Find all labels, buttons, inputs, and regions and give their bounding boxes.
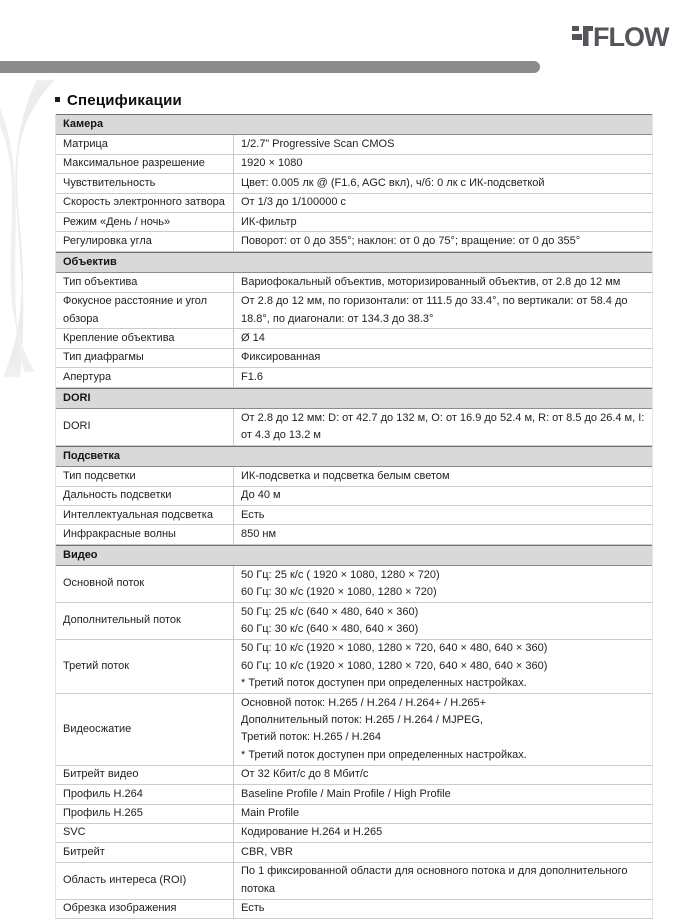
spec-row <box>56 603 652 640</box>
spec-label-text: Регулировка угла <box>63 234 152 247</box>
spec-value-line: * Третий поток доступен при определенных настройках. <box>241 677 527 690</box>
spec-label-text: Битрейт <box>63 845 105 858</box>
spec-label-text: Дальность подсветки <box>63 489 172 502</box>
swirl-line <box>0 102 30 372</box>
section-header: Видео <box>56 545 652 566</box>
spec-label-text: Видеосжатие <box>63 722 132 735</box>
page-title <box>55 92 182 109</box>
spec-value-line: CBR, VBR <box>241 845 293 858</box>
spec-value-line: По 1 фиксированной области для основного потока и для дополнительного потока <box>241 865 628 895</box>
spec-value-line: 50 Гц: 25 к/с (640 × 480, 640 × 360) <box>241 605 419 618</box>
spec-row <box>56 232 652 251</box>
spec-row <box>56 349 652 368</box>
section-header: Объектив <box>56 252 652 273</box>
header-divider-bar <box>0 61 540 73</box>
swirl-line <box>0 102 29 372</box>
spec-value-cell <box>234 135 652 153</box>
spec-value-line: * Третий поток доступен при определенных настройках. <box>241 748 527 761</box>
spec-row <box>56 174 652 193</box>
spec-value-line: 60 Гц: 10 к/с (1920 × 1080, 1280 × 720, 640 × 480, 640 × 360) <box>241 659 548 672</box>
swirl-line <box>0 102 34 372</box>
spec-label-cell <box>56 566 234 602</box>
spec-value-cell <box>234 863 652 899</box>
spec-label-cell <box>56 824 234 842</box>
spec-value-line: 50 Гц: 10 к/с (1920 × 1080, 1280 × 720, 640 × 480, 640 × 360) <box>241 642 548 655</box>
spec-label-cell <box>56 785 234 803</box>
spec-value-line: От 32 Кбит/с до 8 Мбит/с <box>241 768 369 781</box>
swirl-line <box>0 102 32 372</box>
spec-label-cell <box>56 368 234 386</box>
logo-f-mid-dash <box>572 34 582 40</box>
spec-label-cell <box>56 409 234 445</box>
spec-value-cell <box>234 843 652 861</box>
title-bullet-icon <box>55 97 60 102</box>
spec-label-text: Область интереса (ROI) <box>63 873 187 886</box>
spec-value-cell <box>234 232 652 250</box>
spec-label-text: Дополнительный поток <box>63 614 181 627</box>
spec-row <box>56 329 652 348</box>
spec-label-text: Апертура <box>63 370 112 383</box>
spec-row <box>56 640 652 694</box>
spec-row <box>56 368 652 387</box>
spec-value-line: 60 Гц: 30 к/с (640 × 480, 640 × 360) <box>241 622 419 635</box>
swirl-line <box>0 102 25 372</box>
spec-value-line: Вариофокальный объектив, моторизированный объектив, от 2.8 до 12 мм <box>241 275 621 288</box>
spec-value-line: Фиксированная <box>241 351 321 364</box>
spec-row <box>56 487 652 506</box>
spec-row <box>56 155 652 174</box>
spec-value-line: ИК-подсветка и подсветка белым светом <box>241 469 450 482</box>
spec-label-cell <box>56 155 234 173</box>
spec-label-text: Крепление объектива <box>63 331 175 344</box>
logo-f-stem <box>583 26 593 46</box>
section-header: DORI <box>56 388 652 409</box>
spec-label-cell <box>56 766 234 784</box>
swirl-line <box>11 80 47 377</box>
spec-label-text: Фокусное расстояние и угол обзора <box>63 295 208 325</box>
spec-value-line: От 2.8 до 12 мм, по горизонтали: от 111.5 до 33.4°, по вертикали: от 58.4 до 18.8°, по диагонали: от 134.3 до 38.3° <box>241 295 628 325</box>
spec-label-text: Тип диафрагмы <box>63 351 144 364</box>
swirl-line <box>16 80 39 377</box>
spec-value-cell <box>234 467 652 485</box>
spec-row <box>56 805 652 824</box>
spec-label-cell <box>56 467 234 485</box>
spec-row <box>56 843 652 862</box>
spec-value-cell <box>234 174 652 192</box>
spec-row <box>56 135 652 154</box>
spec-label-cell <box>56 843 234 861</box>
spec-value-cell <box>234 155 652 173</box>
spec-label-text: Основной поток <box>63 577 145 590</box>
spec-value-line: 850 нм <box>241 527 277 540</box>
spec-row <box>56 506 652 525</box>
spec-value-cell <box>234 525 652 543</box>
swirl-line <box>5 80 52 377</box>
spec-value-line: 60 Гц: 30 к/с (1920 × 1080, 1280 × 720) <box>241 586 437 599</box>
spec-value-line: 1920 × 1080 <box>241 157 303 170</box>
swirl-line <box>14 80 44 377</box>
spec-value-line: До 40 м <box>241 489 281 502</box>
spec-value-cell <box>234 487 652 505</box>
spec-label-cell <box>56 135 234 153</box>
spec-value-cell <box>234 213 652 231</box>
spec-value-line: Основной поток: H.265 / H.264 / H.264+ / H.265+ <box>241 696 487 709</box>
spec-value-cell <box>234 805 652 823</box>
spec-label-cell <box>56 232 234 250</box>
spec-label-cell <box>56 487 234 505</box>
spec-label-text: Матрица <box>63 137 108 150</box>
swirl-line <box>0 102 27 372</box>
spec-value-line: Цвет: 0.005 лк @ (F1.6, AGC вкл), ч/б: 0 лк с ИК-подсветкой <box>241 176 545 189</box>
spec-label-text: Обрезка изображения <box>63 902 177 915</box>
spec-row <box>56 213 652 232</box>
page-title-text: Спецификации <box>67 92 182 109</box>
swirl-line <box>0 102 31 372</box>
spec-label-text: Чувствительность <box>63 176 156 189</box>
spec-label-cell <box>56 213 234 231</box>
spec-row <box>56 467 652 486</box>
spec-label-text: Профиль H.264 <box>63 787 143 800</box>
spec-row <box>56 409 652 446</box>
spec-value-cell <box>234 329 652 347</box>
spec-label-text: Режим «День / ночь» <box>63 215 171 228</box>
spec-label-cell <box>56 506 234 524</box>
spec-value-cell <box>234 273 652 291</box>
spec-value-line: Main Profile <box>241 807 300 820</box>
spec-label-text: Тип подсветки <box>63 469 136 482</box>
spec-row <box>56 293 652 330</box>
spec-label-text: SVC <box>63 826 86 839</box>
swirl-line <box>4 80 54 377</box>
spec-value-cell <box>234 900 652 918</box>
spec-label-cell <box>56 863 234 899</box>
logo-f-top-dash <box>572 26 579 31</box>
spec-value-line: Дополнительный поток: H.265 / H.264 / MJPEG, <box>241 714 483 727</box>
swirl-line <box>7 80 51 377</box>
spec-value-cell <box>234 766 652 784</box>
spec-table <box>55 114 653 919</box>
section-header: Камера <box>56 114 652 135</box>
spec-row <box>56 525 652 544</box>
spec-value-line: 50 Гц: 25 к/с ( 1920 × 1080, 1280 × 720) <box>241 568 440 581</box>
spec-value-cell <box>234 368 652 386</box>
spec-value-cell <box>234 694 652 765</box>
spec-label-cell <box>56 174 234 192</box>
spec-value-line: Baseline Profile / Main Profile / High Profile <box>241 787 451 800</box>
section-header: Подсветка <box>56 446 652 467</box>
spec-value-cell <box>234 824 652 842</box>
spec-value-line: Третий поток: H.265 / H.264 <box>241 731 382 744</box>
spec-label-cell <box>56 603 234 639</box>
spec-label-cell <box>56 640 234 693</box>
logo-text: FLOW <box>593 22 669 52</box>
swirl-line <box>0 102 33 372</box>
swirl-line <box>15 80 42 377</box>
spec-value-line: 1/2.7” Progressive Scan CMOS <box>241 137 395 150</box>
spec-value-cell <box>234 506 652 524</box>
spec-value-cell <box>234 640 652 693</box>
spec-label-cell <box>56 329 234 347</box>
spec-row <box>56 194 652 213</box>
spec-value-line: От 2.8 до 12 мм: D: от 42.7 до 132 м, O: от 16.9 до 52.4 м, R: от 8.5 до 26.4 м, I: от 4.3 до 13.2 м <box>241 411 645 441</box>
spec-label-cell <box>56 805 234 823</box>
spec-value-cell <box>234 603 652 639</box>
spec-value-line: Есть <box>241 508 265 521</box>
spec-label-text: Максимальное разрешение <box>63 157 205 170</box>
spec-value-cell <box>234 194 652 212</box>
spec-row <box>56 766 652 785</box>
spec-label-text: Профиль H.265 <box>63 807 143 820</box>
spec-row <box>56 785 652 804</box>
spec-label-text: Скорость электронного затвора <box>63 196 225 209</box>
spec-row <box>56 273 652 292</box>
spec-label-text: Тип объектива <box>63 275 138 288</box>
swirl-line <box>12 80 45 377</box>
spec-label-cell <box>56 349 234 367</box>
brand-logo <box>572 21 669 52</box>
spec-label-text: DORI <box>63 420 91 433</box>
spec-label-text: Инфракрасные волны <box>63 527 176 540</box>
spec-label-cell <box>56 273 234 291</box>
decorative-swirl <box>0 72 62 392</box>
spec-value-line: Поворот: от 0 до 355°; наклон: от 0 до 75°; вращение: от 0 до 355° <box>241 234 581 247</box>
flow-logo-icon <box>572 21 669 52</box>
spec-row <box>56 566 652 603</box>
spec-value-line: От 1/3 до 1/100000 с <box>241 196 347 209</box>
swirl-line <box>16 80 40 377</box>
spec-value-line: Кодирование H.264 и H.265 <box>241 826 383 839</box>
spec-value-cell <box>234 293 652 329</box>
spec-value-line: F1.6 <box>241 370 264 383</box>
swirl-line <box>0 102 26 372</box>
spec-value-line: ИК-фильтр <box>241 215 297 228</box>
spec-row <box>56 900 652 919</box>
spec-label-cell <box>56 194 234 212</box>
spec-label-cell <box>56 293 234 329</box>
spec-value-line: Есть <box>241 902 265 915</box>
spec-row <box>56 694 652 766</box>
spec-label-text: Интеллектуальная подсветка <box>63 508 213 521</box>
swirl-line <box>8 80 49 377</box>
swirl-line <box>17 80 38 377</box>
spec-row <box>56 863 652 900</box>
spec-value-cell <box>234 409 652 445</box>
spec-row <box>56 824 652 843</box>
swirl-line <box>0 102 28 372</box>
spec-value-cell <box>234 785 652 803</box>
spec-value-cell <box>234 566 652 602</box>
spec-label-cell <box>56 694 234 765</box>
swirl-line <box>10 80 48 377</box>
spec-label-text: Третий поток <box>63 659 130 672</box>
spec-value-cell <box>234 349 652 367</box>
spec-label-cell <box>56 900 234 918</box>
spec-label-cell <box>56 525 234 543</box>
spec-value-line: Ø 14 <box>241 331 265 344</box>
spec-label-text: Битрейт видео <box>63 768 139 781</box>
